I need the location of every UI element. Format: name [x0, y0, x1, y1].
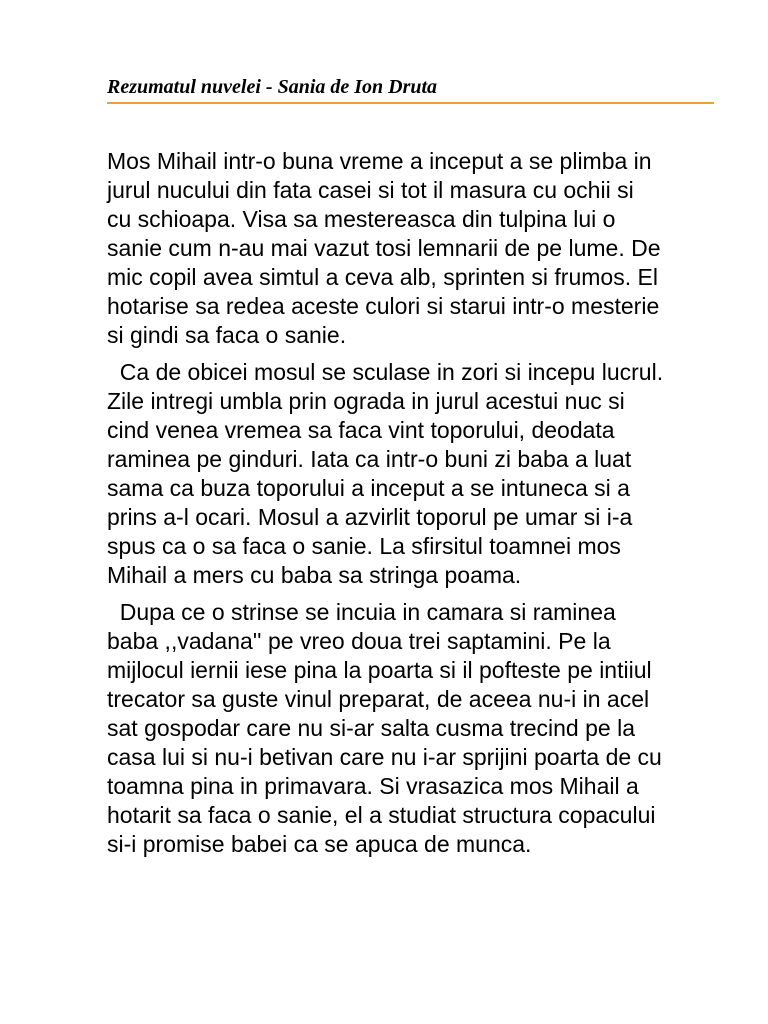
text-line: sanie cum n-au mai vazut tosi lemnarii de pe lume. De — [107, 235, 661, 261]
text-line: spus ca o sa faca o sanie. La sfirsitul toamnei mos — [107, 533, 621, 559]
text-line: sat gospodar care nu si-ar salta cusma trecind pe la — [107, 715, 635, 741]
document-title: Rezumatul nuvelei - Sania de Ion Druta — [107, 76, 438, 98]
paragraph — [107, 147, 747, 350]
document-body — [107, 147, 747, 867]
text-line: hotarit sa faca o sanie, el a studiat structura copacului — [107, 802, 656, 828]
text-line: Ca de obicei mosul se sculase in zori si incepu lucrul. — [107, 359, 664, 385]
text-line: si-i promise babei ca se apuca de munca. — [107, 831, 532, 857]
text-line: toamna pina in primavara. Si vrasazica mos Mihail a — [107, 773, 639, 799]
text-line: si gindi sa faca o sanie. — [107, 322, 347, 348]
text-line: casa lui si nu-i betivan care nu i-ar sprijini poarta de cu — [107, 744, 662, 770]
text-line: cind venea vremea sa faca vint toporului, deodata — [107, 417, 615, 443]
text-line: Mos Mihail intr-o buna vreme a inceput a se plimba in — [107, 148, 652, 174]
text-line: jurul nucului din fata casei si tot il masura cu ochii si — [107, 177, 634, 203]
text-line: hotarise sa redea aceste culori si starui intr-o mesterie — [107, 293, 660, 319]
text-line: prins a-l ocari. Mosul a azvirlit toporul pe umar si i-a — [107, 504, 633, 530]
paragraph — [107, 358, 747, 590]
text-line: sama ca buza toporului a inceput a se intuneca si a — [107, 475, 630, 501]
paragraph — [107, 598, 747, 859]
text-line: Dupa ce o strinse se incuia in camara si raminea — [107, 599, 616, 625]
text-line: raminea pe ginduri. Iata ca intr-o buni zi baba a luat — [107, 446, 632, 472]
text-line: mijlocul iernii iese pina la poarta si il pofteste pe intiiul — [107, 657, 652, 683]
text-line: mic copil avea simtul a ceva alb, sprinten si frumos. El — [107, 264, 658, 290]
page-header — [107, 74, 714, 104]
text-line: cu schioapa. Visa sa mestereasca din tulpina lui o — [107, 206, 616, 232]
text-line: Zile intregi umbla prin ograda in jurul acestui nuc si — [107, 388, 625, 414]
text-line: trecator sa guste vinul preparat, de aceea nu-i in acel — [107, 686, 650, 712]
text-line: baba ,,vadana'' pe vreo doua trei saptamini. Pe la — [107, 628, 611, 654]
text-line: Mihail a mers cu baba sa stringa poama. — [107, 562, 522, 588]
